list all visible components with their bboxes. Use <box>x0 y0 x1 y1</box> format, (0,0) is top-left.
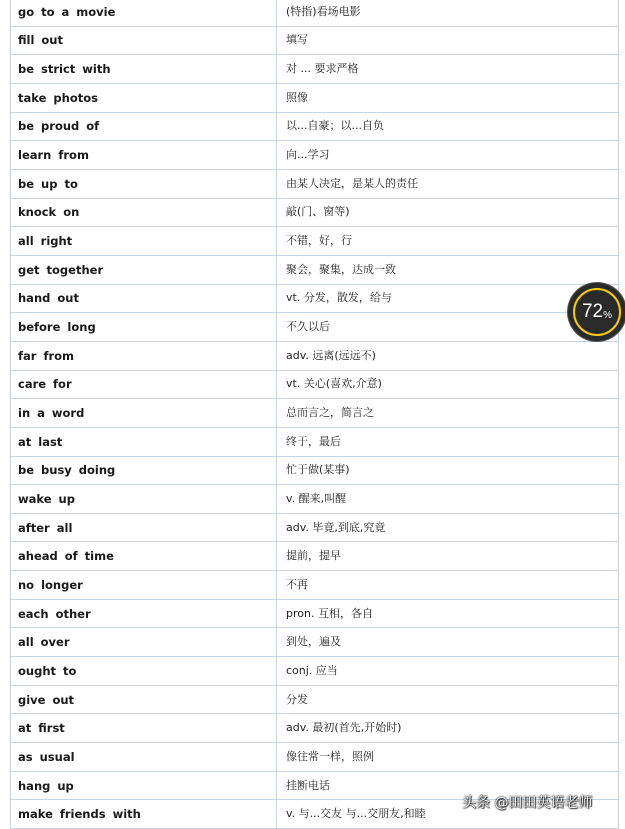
watermark: 头条 @田田英语老师 <box>462 795 593 811</box>
phrase-chinese: 敲(门、窗等) <box>277 198 619 227</box>
phrase-chinese: 忙于做(某事) <box>277 456 619 485</box>
phrase-english: knock on <box>11 198 277 227</box>
phrase-english: make friends with <box>11 800 277 829</box>
phrase-chinese: vt. 关心(喜欢,介意) <box>277 370 619 399</box>
phrase-english: at last <box>11 427 277 456</box>
phrase-table-body <box>11 0 619 829</box>
progress-badge[interactable] <box>568 283 625 341</box>
phrase-chinese: 不再 <box>277 571 619 600</box>
phrase-english: as usual <box>11 743 277 772</box>
phrase-chinese: 像往常一样，照例 <box>277 743 619 772</box>
table-row <box>11 341 619 370</box>
table-row <box>11 628 619 657</box>
table-row <box>11 55 619 84</box>
phrase-chinese: 不错，好，行 <box>277 227 619 256</box>
table-row <box>11 141 619 170</box>
table-row <box>11 284 619 313</box>
phrase-chinese: conj. 应当 <box>277 657 619 686</box>
phrase-english: give out <box>11 685 277 714</box>
phrase-english: at first <box>11 714 277 743</box>
progress-unit: % <box>603 309 613 321</box>
table-row <box>11 313 619 342</box>
phrase-english: take photos <box>11 83 277 112</box>
phrase-english: be strict with <box>11 55 277 84</box>
table-row <box>11 370 619 399</box>
phrase-english: before long <box>11 313 277 342</box>
phrase-english: hang up <box>11 771 277 800</box>
phrase-english: ahead of time <box>11 542 277 571</box>
phrase-chinese: adv. 远离(远远不) <box>277 341 619 370</box>
phrase-chinese: 到处，遍及 <box>277 628 619 657</box>
phrase-chinese: 挂断电话 <box>277 771 619 800</box>
table-row <box>11 198 619 227</box>
phrase-english: get together <box>11 255 277 284</box>
table-row <box>11 571 619 600</box>
phrase-english: be busy doing <box>11 456 277 485</box>
table-row <box>11 542 619 571</box>
table-row <box>11 399 619 428</box>
phrase-chinese: 对 ... 要求严格 <box>277 55 619 84</box>
phrase-chinese: 由某人决定，是某人的责任 <box>277 169 619 198</box>
phrase-english: after all <box>11 513 277 542</box>
phrase-chinese: 以...自豪；以...自负 <box>277 112 619 141</box>
phrase-english: all over <box>11 628 277 657</box>
table-row <box>11 657 619 686</box>
phrase-chinese: adv. 最初(首先,开始时) <box>277 714 619 743</box>
phrase-chinese: 聚会，聚集，达成一致 <box>277 255 619 284</box>
phrase-chinese: 填写 <box>277 26 619 55</box>
phrase-chinese: adv. 毕竟,到底,究竟 <box>277 513 619 542</box>
phrase-chinese: 照像 <box>277 83 619 112</box>
table-row <box>11 485 619 514</box>
phrase-chinese: 不久以后 <box>277 313 619 342</box>
phrase-english: in a word <box>11 399 277 428</box>
phrase-english: be proud of <box>11 112 277 141</box>
phrase-english: no longer <box>11 571 277 600</box>
phrase-english: be up to <box>11 169 277 198</box>
table-row <box>11 227 619 256</box>
table-row <box>11 112 619 141</box>
phrase-english: hand out <box>11 284 277 313</box>
phrase-english: each other <box>11 599 277 628</box>
table-row <box>11 456 619 485</box>
phrase-chinese: 分发 <box>277 685 619 714</box>
table-row <box>11 255 619 284</box>
table-row <box>11 714 619 743</box>
phrase-table <box>10 0 619 829</box>
table-row <box>11 26 619 55</box>
table-row <box>11 743 619 772</box>
phrase-english: wake up <box>11 485 277 514</box>
phrase-chinese: v. 与...交友 与...交朋友,和睦 <box>277 800 619 829</box>
phrase-english: all right <box>11 227 277 256</box>
table-row <box>11 83 619 112</box>
phrase-chinese: 提前，提早 <box>277 542 619 571</box>
phrase-english: learn from <box>11 141 277 170</box>
progress-ring <box>573 288 621 336</box>
phrase-chinese: 总而言之，简言之 <box>277 399 619 428</box>
table-row <box>11 169 619 198</box>
phrase-english: far from <box>11 341 277 370</box>
phrase-english: ought to <box>11 657 277 686</box>
phrase-english: go to a movie <box>11 0 277 26</box>
table-row <box>11 599 619 628</box>
table-row <box>11 685 619 714</box>
table-row <box>11 513 619 542</box>
phrase-english: fill out <box>11 26 277 55</box>
phrase-chinese: 向...学习 <box>277 141 619 170</box>
progress-value: 72 <box>581 301 604 322</box>
phrase-english: care for <box>11 370 277 399</box>
phrase-chinese: pron. 互相，各自 <box>277 599 619 628</box>
phrase-chinese: v. 醒来,叫醒 <box>277 485 619 514</box>
table-row <box>11 0 619 26</box>
phrase-chinese: vt. 分发，散发，给与 <box>277 284 619 313</box>
phrase-chinese: 终于，最后 <box>277 427 619 456</box>
table-row <box>11 427 619 456</box>
phrase-chinese: (特指)看场电影 <box>277 0 619 26</box>
